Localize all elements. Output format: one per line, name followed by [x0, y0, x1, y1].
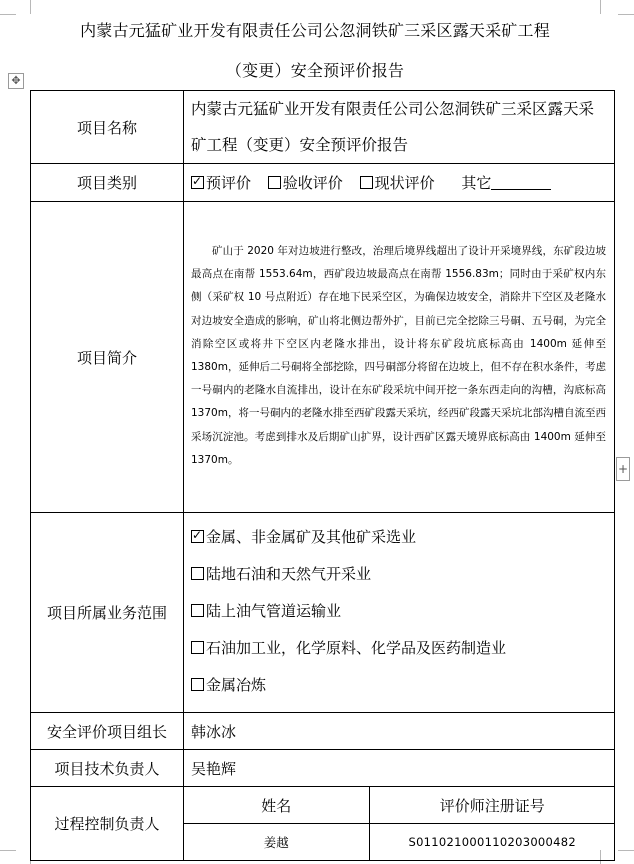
- checkbox-unchecked[interactable]: [360, 176, 373, 189]
- move-icon[interactable]: ✥: [8, 73, 24, 89]
- document-title-line1: 内蒙古元猛矿业开发有限责任公司公忽洞铁矿三采区露天采矿工程: [80, 21, 550, 40]
- scope-option-label: 石油加工业，化学原料、化学品及医药制造业: [206, 639, 507, 657]
- category-option-other: [461, 172, 551, 193]
- cert-column-header: 评价师注册证号: [369, 787, 615, 824]
- category-option-label: 验收评价: [282, 174, 343, 192]
- scope-option-label: 金属、非金属矿及其他矿采选业: [206, 528, 417, 546]
- subtable-header-row: [184, 787, 615, 824]
- scope-option-label: 陆上油气管道运输业: [206, 602, 342, 620]
- checkbox-unchecked[interactable]: [268, 176, 281, 189]
- name-column-header: 姓名: [184, 787, 369, 824]
- crop-mark: [0, 850, 16, 851]
- checkbox-unchecked[interactable]: [191, 678, 204, 691]
- project-category-label: 项目类别: [31, 164, 184, 202]
- project-summary-label: 项目简介: [31, 202, 184, 513]
- technical-lead-label: 项目技术负责人: [31, 750, 184, 787]
- subtable-data-row: [184, 824, 615, 861]
- scope-option-label: 金属冶炼: [206, 676, 267, 694]
- category-option-label: 预评价: [206, 174, 252, 192]
- crop-mark: [0, 14, 16, 15]
- project-name-value[interactable]: 内蒙古元猛矿业开发有限责任公司公忽洞铁矿三采区露天采矿工程（变更）安全预评价报告: [184, 91, 615, 164]
- process-control-cert-number[interactable]: S011021000110203000482: [408, 835, 577, 849]
- scope-option-label: 陆地石油和天然气开采业: [206, 565, 372, 583]
- crop-mark: [618, 850, 634, 851]
- evaluation-info-table: [30, 90, 615, 861]
- process-control-name[interactable]: 姜越: [184, 824, 369, 861]
- checkbox-unchecked[interactable]: [191, 567, 204, 580]
- business-scope-options: [184, 513, 615, 713]
- other-blank-line[interactable]: [491, 175, 551, 190]
- scope-option-petrochemical[interactable]: [191, 630, 614, 667]
- scope-option-metal-mining[interactable]: [191, 519, 614, 556]
- crop-mark: [618, 14, 634, 15]
- table-row: [31, 164, 615, 202]
- category-option-acceptance[interactable]: [268, 172, 343, 193]
- checkbox-checked[interactable]: [191, 176, 204, 189]
- project-name-label: 项目名称: [31, 91, 184, 164]
- table-row: [31, 750, 615, 787]
- process-control-label: 过程控制负责人: [31, 787, 184, 861]
- scope-option-oil-gas[interactable]: [191, 556, 614, 593]
- team-leader-value[interactable]: 韩冰冰: [184, 713, 615, 750]
- category-option-pre[interactable]: [191, 172, 251, 193]
- project-category-options: [184, 164, 615, 202]
- table-row: [31, 713, 615, 750]
- table-row: [31, 202, 615, 513]
- plus-icon[interactable]: +: [616, 457, 630, 481]
- checkbox-unchecked[interactable]: [191, 641, 204, 654]
- process-control-cell: [184, 787, 615, 861]
- technical-lead-value[interactable]: 吴艳辉: [184, 750, 615, 787]
- crop-mark: [600, 0, 601, 14]
- process-control-subtable: [184, 787, 615, 860]
- checkbox-unchecked[interactable]: [191, 604, 204, 617]
- table-row: [31, 513, 615, 713]
- crop-mark: [30, 0, 31, 14]
- table-row: [31, 787, 615, 861]
- team-leader-label: 安全评价项目组长: [31, 713, 184, 750]
- business-scope-label: 项目所属业务范围: [31, 513, 184, 713]
- category-option-label: 现状评价: [374, 174, 435, 192]
- other-label: 其它: [461, 174, 492, 192]
- project-summary-text[interactable]: 矿山于 2020 年对边坡进行整改，治理后境界线超出了设计开采境界线，东矿段边坡最高点在南帮 1553.64m，西矿段边坡最高点在南帮 1556.83m；同时由于采矿权内东侧（采矿权 10 号点附近）存在地下民采空区，为确保边坡安全，消除井下空区及老隆水对边坡安全造成的影响，矿山将北侧边帮外扩，目前已完全挖除三号硐、五号硐，为完全消除空区或将井下空区内老隆水排出，设计将东矿段坑底标高由 1400m 延伸至 1380m，延伸后二号硐将全部挖除，四号硐部分将留在边坡上，但不存在积水条件，考虑一号硐内的老隆水自流排出，设计在东矿段采坑中间开挖一条东西走向的沟槽，沟底标高 1370m，将一号硐内的老隆水排至西矿段露天采坑，经西矿段露天采坑北部沟槽自流至西采场沉淀池。考虑到排水及后期矿山扩界，设计西矿区露天境界底标高由 1400m 延伸至 1370m。: [184, 202, 615, 513]
- scope-option-metal-smelting[interactable]: [191, 667, 614, 704]
- document-title-line2: （变更）安全预评价报告: [225, 61, 405, 80]
- table-row: [31, 91, 615, 164]
- category-option-status[interactable]: [360, 172, 435, 193]
- scope-option-pipeline[interactable]: [191, 593, 614, 630]
- checkmark-icon: ✓: [192, 528, 203, 542]
- checkbox-checked[interactable]: [191, 530, 204, 543]
- checkmark-icon: ✓: [192, 174, 203, 188]
